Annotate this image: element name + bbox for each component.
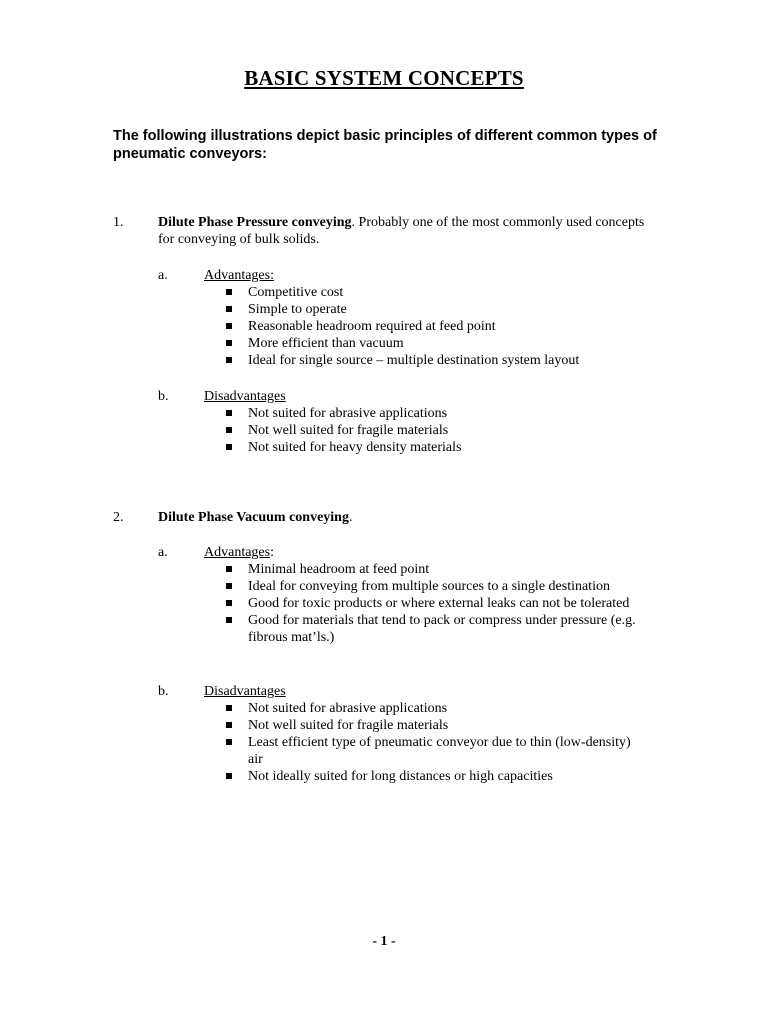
section-number: 2. [113,510,124,525]
list-item [0,734,648,768]
list-item-text: Minimal headroom at feed point [248,562,430,577]
section-heading [158,509,648,526]
bullet-square-icon [226,357,232,363]
list-letter: b. [158,389,169,404]
bullet-square-icon [226,600,232,606]
bullet-square-icon [226,323,232,329]
disadvantages-list [0,700,768,785]
list-item [0,578,648,595]
list-item-text: More efficient than vacuum [248,336,404,351]
bullet-square-icon [226,583,232,589]
list-item-text: Competitive cost [248,285,344,300]
list-item-text: Not well suited for fragile materials [248,423,449,438]
bullet-square-icon [226,773,232,779]
list-item [0,561,648,578]
list-item-text: Good for toxic products or where external leaks can not be tolerated [248,596,630,611]
list-item [0,717,648,734]
advantages-heading: Advantages [204,545,271,560]
section-heading-bold: Dilute Phase Pressure conveying [158,215,352,230]
bullet-square-icon [226,566,232,572]
bullet-square-icon [226,617,232,623]
list-item [0,318,648,335]
bullet-square-icon [226,722,232,728]
page-number: - 1 - [372,934,396,949]
disadvantages-heading: Disadvantages [204,389,286,404]
list-item [0,284,648,301]
list-item-text: Not suited for abrasive applications [248,406,448,421]
list-letter: a. [158,545,168,560]
bullet-square-icon [226,289,232,295]
list-letter: b. [158,684,169,699]
section-heading-bold: Dilute Phase Vacuum conveying [158,510,349,525]
list-item-text: Good for materials that tend to pack or compress under pressure (e.g. fibrous mat’ls.) [248,613,636,645]
list-item-text: Simple to operate [248,302,347,317]
list-letter: a. [158,268,168,283]
section-number: 1. [113,215,124,230]
list-item [0,439,648,456]
list-item-text: Ideal for single source – multiple destination system layout [248,353,580,368]
bullet-square-icon [226,427,232,433]
list-item [0,301,648,318]
page-title: BASIC SYSTEM CONCEPTS [244,66,524,90]
intro-paragraph: The following illustrations depict basic principles of different common types of pneumatic conveyors: [113,128,657,162]
list-item-text: Not ideally suited for long distances or high capacities [248,769,553,784]
bullet-square-icon [226,410,232,416]
list-item [0,595,648,612]
advantages-list [0,561,768,646]
bullet-square-icon [226,340,232,346]
list-item-text: Reasonable headroom required at feed point [248,319,496,334]
bullet-square-icon [226,739,232,745]
list-item-text: Not well suited for fragile materials [248,718,449,733]
section-heading [158,214,648,248]
list-item-text: Not suited for abrasive applications [248,701,448,716]
list-item [0,335,648,352]
advantages-heading-colon: : [270,545,274,560]
disadvantages-list [0,405,768,456]
bullet-square-icon [226,705,232,711]
advantages-heading-wrap [204,544,274,561]
list-item [0,352,648,369]
list-item [0,422,648,439]
list-item-text: Ideal for conveying from multiple sources to a single destination [248,579,610,594]
list-item [0,768,648,785]
list-item [0,405,648,422]
list-item [0,700,648,717]
disadvantages-heading: Disadvantages [204,684,286,699]
advantages-heading: Advantages: [204,268,274,283]
list-item [0,612,648,646]
list-item-text: Least efficient type of pneumatic conveyor due to thin (low-density) air [248,735,631,767]
bullet-square-icon [226,306,232,312]
section-heading-text: . [348,510,353,525]
bullet-square-icon [226,444,232,450]
list-item-text: Not suited for heavy density materials [248,440,462,455]
section-heading-text: . Probably one of the most commonly used concepts for conveying of bulk solids. [158,215,645,247]
advantages-list [0,284,768,369]
